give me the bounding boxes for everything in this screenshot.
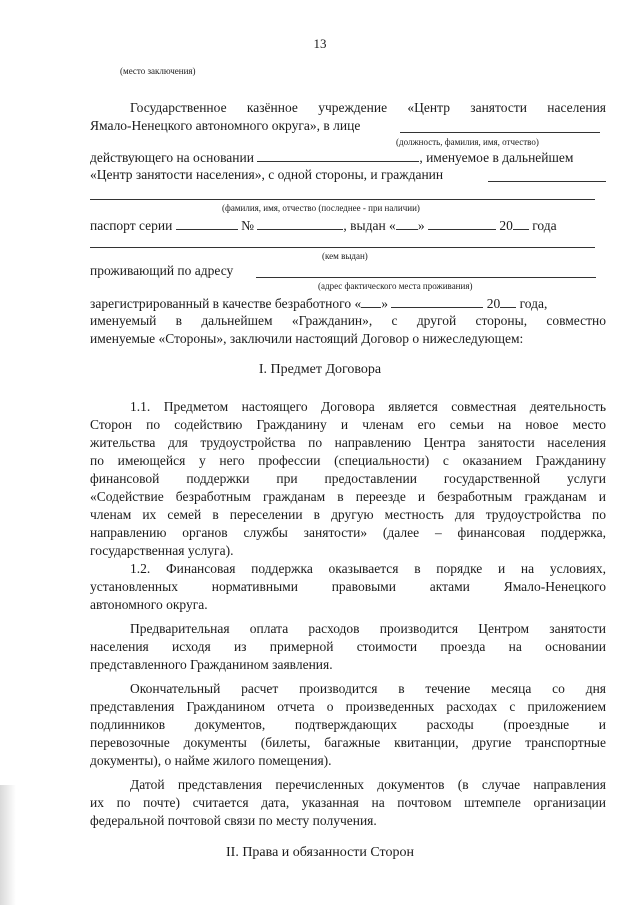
p14-line-1: Окончательный расчет производится в течение месяца со дня bbox=[130, 681, 606, 696]
registration-day-blank bbox=[361, 294, 381, 308]
p11-line-7: членам их семей в переселении в другую местность для трудоустройства по bbox=[90, 507, 606, 522]
issued-by-blank bbox=[90, 246, 595, 248]
p11-line-4: по имеющейся у него профессии (специальности) с оказанием Гражданину bbox=[90, 453, 606, 468]
citizen-blank-1 bbox=[488, 180, 606, 182]
p13-line-3: представленного Гражданином заявления. bbox=[90, 657, 333, 672]
p11-line-6: «Содействие безработным гражданам в переезде и безработным гражданам и bbox=[90, 489, 606, 504]
p15-line-1: Датой представления перечисленных документов (в случае направления bbox=[130, 777, 606, 792]
intro-line-1: Государственное казённое учреждение «Центр занятости населения bbox=[130, 100, 606, 115]
caption-issued-by: (кем выдан) bbox=[322, 251, 368, 261]
scan-edge-shadow bbox=[0, 785, 16, 905]
caption-address: (адрес фактического места проживания) bbox=[318, 281, 473, 291]
basis-blank bbox=[257, 148, 419, 162]
p13-line-1: Предварительная оплата расходов производится Центром занятости bbox=[130, 621, 606, 636]
p11-line-3: жительства для трудоустройства по направлению Центра занятости населения bbox=[90, 435, 606, 450]
section-1-title: I. Предмет Договора bbox=[258, 362, 382, 377]
p11-line-2: Сторон по содействию Гражданину и членам его семьи на новое место bbox=[90, 417, 606, 432]
registration-year-blank bbox=[500, 294, 516, 308]
p12-line-2: установленных нормативными правовыми актами Ямало-Ненецкого bbox=[90, 579, 606, 594]
place-caption: (место заключения) bbox=[120, 66, 196, 76]
intro-line-2: Ямало-Ненецкого автономного округа», в лице bbox=[90, 118, 361, 133]
intro-line-5: паспорт серии № , выдан « » 20 года bbox=[90, 218, 557, 233]
p15-line-3: федеральной почтовой связи по месту получения. bbox=[90, 813, 377, 828]
p12-line-1: 1.2. Финансовая поддержка оказывается в порядке и на условиях, bbox=[130, 561, 606, 576]
caption-citizen-name: (фамилия, имя, отчество (последнее - при наличии) bbox=[222, 203, 420, 213]
registration-month-blank bbox=[391, 294, 483, 308]
p12-line-3: автономного округа. bbox=[90, 597, 208, 612]
intro-line-6: проживающий по адресу bbox=[90, 263, 234, 278]
passport-number-blank bbox=[257, 216, 343, 230]
intro-line-9: именуемые «Стороны», заключили настоящий Договор о нижеследующем: bbox=[90, 331, 524, 346]
caption-representative: (должность, фамилия, имя, отчество) bbox=[396, 137, 539, 147]
issue-month-blank bbox=[428, 216, 496, 230]
page-number: 13 bbox=[313, 36, 327, 51]
p11-line-8: направлению органов службы занятости» (далее – финансовая поддержка, bbox=[90, 525, 606, 540]
passport-series-blank bbox=[176, 216, 238, 230]
p14-line-3: подлинников документов, подтверждающих расходы (проездные и bbox=[90, 717, 606, 732]
p14-line-4: перевозочные документы (билеты, багажные квитанции, другие транспортные bbox=[90, 735, 606, 750]
intro-line-8: именуемый в дальнейшем «Гражданин», с другой стороны, совместно bbox=[90, 313, 606, 328]
issue-year-blank bbox=[513, 216, 529, 230]
p13-line-2: населения исходя из примерной стоимости проезда на основании bbox=[90, 639, 606, 654]
address-blank bbox=[256, 276, 596, 278]
representative-blank bbox=[400, 131, 600, 133]
p15-line-2: их по почте) считается дата, указанная на почтовом штемпеле организации bbox=[90, 795, 606, 810]
intro-line-3: действующего на основании , именуемое в дальнейшем bbox=[90, 150, 574, 165]
p11-line-5: финансовой поддержки при предоставлении государственной услуги bbox=[90, 471, 606, 486]
p14-line-2: представления Гражданином отчета о произведенных расходах с приложением bbox=[90, 699, 606, 714]
p11-line-9: государственная услуга). bbox=[90, 543, 234, 558]
p14-line-5: документы), о найме жилого помещения). bbox=[90, 753, 332, 768]
p11-line-1: 1.1. Предметом настоящего Договора является совместная деятельность bbox=[130, 399, 606, 414]
issue-day-blank bbox=[396, 216, 418, 230]
citizen-blank-2 bbox=[90, 198, 595, 200]
intro-line-4: «Центр занятости населения», с одной стороны, и гражданин bbox=[90, 167, 444, 182]
intro-line-7: зарегистрированный в качестве безработного « » 20 года, bbox=[90, 296, 548, 311]
section-2-title: II. Права и обязанности Сторон bbox=[226, 845, 414, 860]
